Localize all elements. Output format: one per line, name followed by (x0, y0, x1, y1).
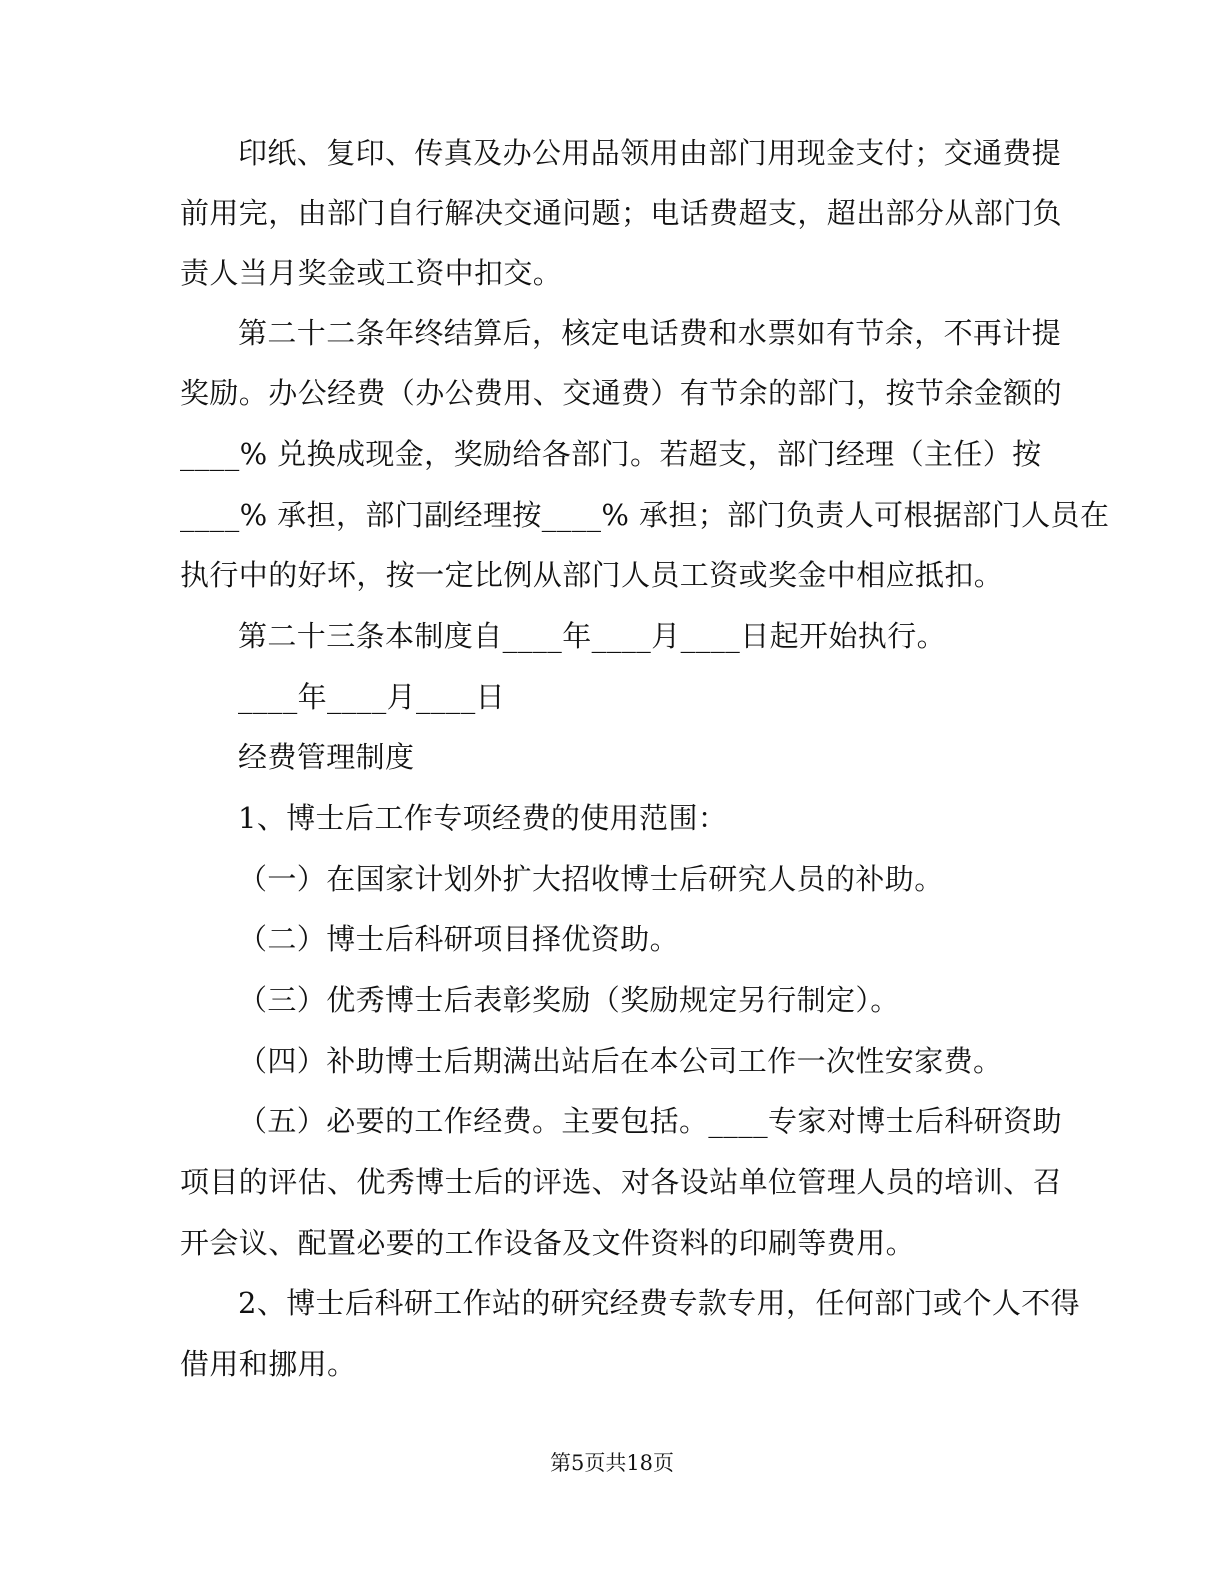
text-line-15: （三）优秀博士后表彰奖励（奖励规定另行制定）。 (238, 983, 900, 1017)
text-line-4: 第二十二条年终结算后，核定电话费和水票如有节余，不再计提 (238, 316, 1062, 350)
text-line-7: ____% 承担，部门副经理按____% 承担；部门负责人可根据部门人员在 (180, 498, 1110, 532)
text-line-16: （四）补助博士后期满出站后在本公司工作一次性安家费。 (238, 1044, 1003, 1078)
text-line-2: 前用完，由部门自行解决交通问题；电话费超支，超出部分从部门负 (180, 196, 1063, 230)
text-line-20: 2、博士后科研工作站的研究经费专款专用，任何部门或个人不得 (238, 1286, 1081, 1320)
page-number-footer: 第5页共18页 (549, 1451, 675, 1475)
text-line-14: （二）博士后科研项目择优资助。 (238, 922, 680, 956)
section-heading: 经费管理制度 (238, 740, 415, 774)
text-line-5: 奖励。办公经费（办公费用、交通费）有节余的部门，按节余金额的 (180, 376, 1063, 410)
text-line-8: 执行中的好坏，按一定比例从部门人员工资或奖金中相应抵扣。 (180, 558, 1004, 592)
text-line-19: 开会议、配置必要的工作设备及文件资料的印刷等费用。 (180, 1226, 916, 1260)
text-line-21: 借用和挪用。 (180, 1347, 357, 1381)
text-line-18: 项目的评估、优秀博士后的评选、对各设站单位管理人员的培训、召 (180, 1165, 1063, 1199)
text-line-3: 责人当月奖金或工资中扣交。 (180, 256, 563, 290)
text-line-13: （一）在国家计划外扩大招收博士后研究人员的补助。 (238, 862, 944, 896)
text-line-17: （五）必要的工作经费。主要包括。____专家对博士后科研资助 (238, 1104, 1063, 1138)
text-line-12: 1、博士后工作专项经费的使用范围： (238, 801, 728, 835)
date-blank-line: ____年____月____日 (238, 680, 506, 714)
text-line-6: ____% 兑换成现金，奖励给各部门。若超支，部门经理（主任）按 (180, 437, 1042, 471)
text-line-1: 印纸、复印、传真及办公用品领用由部门用现金支付；交通费提 (238, 136, 1062, 170)
text-line-9: 第二十三条本制度自____年____月____日起开始执行。 (238, 619, 947, 653)
